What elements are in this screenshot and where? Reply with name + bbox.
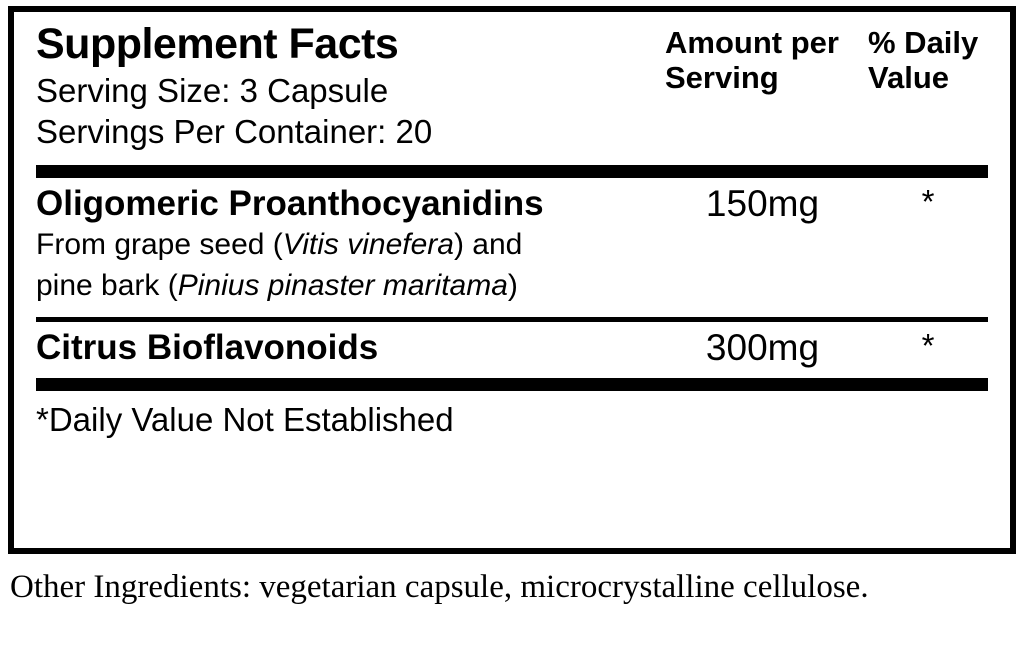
- supplement-facts-panel: [8, 6, 1016, 554]
- nutrient-amount: 150mg: [705, 182, 820, 224]
- nutrient-source-line-1: [36, 223, 665, 264]
- panel-title: Supplement Facts: [36, 20, 399, 68]
- table-row: [36, 178, 988, 317]
- footnote: *Daily Value Not Established: [36, 401, 454, 439]
- divider-thick-top: [36, 165, 988, 178]
- nutrient-name: Oligomeric Proanthocyanidins: [36, 183, 544, 223]
- nutrient-amount: 300mg: [705, 326, 820, 368]
- header-left: [36, 22, 665, 153]
- table-row: [36, 322, 988, 379]
- panel-header: [14, 12, 1010, 178]
- divider-thick-bottom: [36, 378, 988, 391]
- nutrient-main: [36, 328, 665, 367]
- header-right: [665, 22, 988, 95]
- nutrient-name: Citrus Bioflavonoids: [36, 327, 379, 367]
- source-suffix: ): [507, 268, 518, 302]
- servings-per-container: Servings Per Container: 20: [36, 113, 433, 151]
- column-header-amount-per-serving: Amount per Serving: [665, 25, 839, 95]
- nutrient-source-line-2: [36, 264, 665, 305]
- nutrient-main: [36, 184, 665, 305]
- header-row: [36, 22, 988, 153]
- column-header-percent-daily-value: % Daily Value: [868, 25, 979, 95]
- serving-size: Serving Size: 3 Capsule: [36, 71, 389, 109]
- nutrient-daily-value: *: [921, 182, 935, 220]
- source-prefix: pine bark (: [36, 268, 178, 302]
- source-suffix: ) and: [453, 227, 523, 261]
- nutrient-list: [14, 178, 1010, 391]
- source-italic: Vitis vinefera: [282, 227, 454, 261]
- other-ingredients: Other Ingredients: vegetarian capsule, microcrystalline cellulose.: [10, 569, 869, 605]
- source-prefix: From grape seed (: [36, 227, 283, 261]
- source-italic: Pinius pinaster maritama: [177, 268, 508, 302]
- nutrient-daily-value: *: [921, 326, 935, 364]
